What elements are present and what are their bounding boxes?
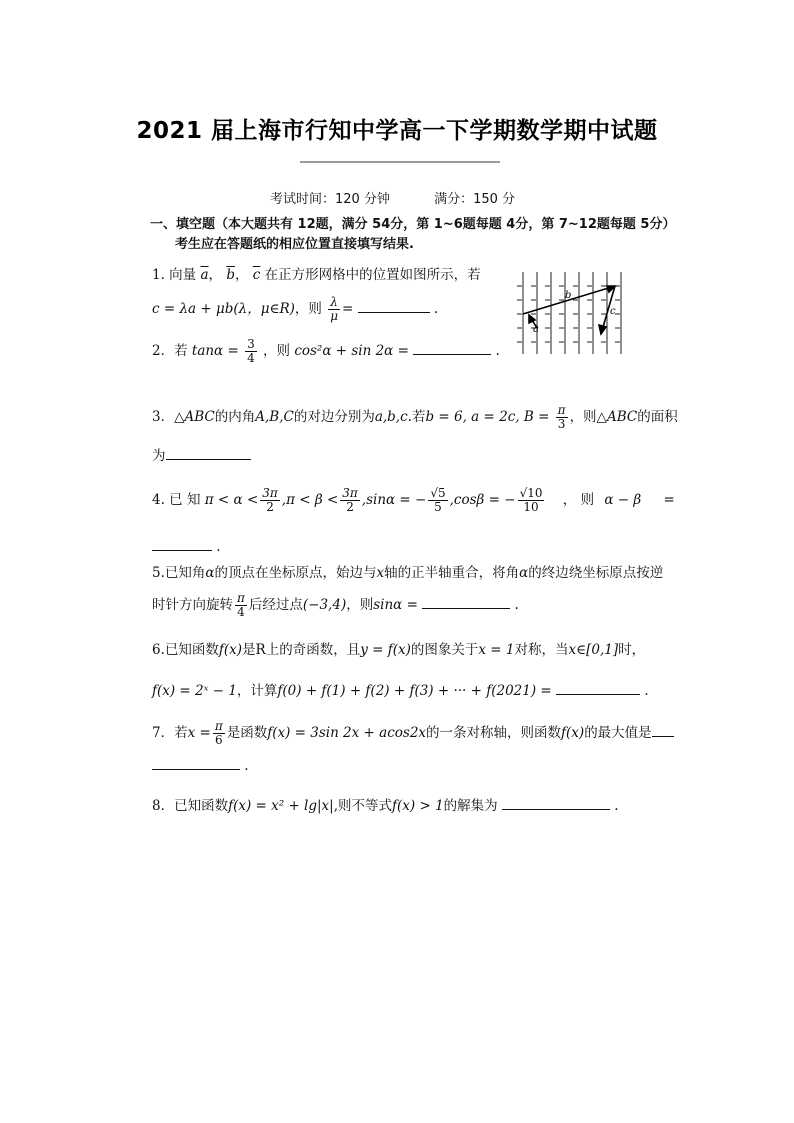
question-1-line-2: c = λa + μb(λ，μ∈R)，则 $\frac{\lambda}{\mu}$ = . — [152, 295, 439, 323]
question-4: 4. 已 知 π < α < $\frac{3\pi}{2}$ ,π < β < $\frac{3\pi}{2}$ ,sinα = − $\frac{√5}{5}$ ,cosβ = − $\frac{√10}{10}$ ， 则 α − β = — [152, 486, 675, 514]
label-b: b — [565, 290, 572, 301]
q3-fraction: $\frac{\pi}{3}$ — [557, 403, 566, 431]
section-instruction: 考生应在答题纸的相应位置直接填写结果. — [175, 237, 414, 252]
vector-a: $\overline{a}$ — [200, 267, 209, 283]
q1-relation: c = λa + μb(λ，μ∈R) — [152, 301, 295, 317]
exam-meta — [270, 188, 515, 207]
answer-blank-2[interactable] — [413, 342, 491, 355]
answer-blank-7a[interactable] — [652, 724, 674, 737]
answer-blank-6[interactable] — [556, 682, 640, 695]
question-1-line-1: 1. 向量 $\overline{a}$， $\overline{b}$， $\overline{c}$ 在正方形网格中的位置如图所示，若 — [152, 267, 481, 283]
vector-b: $\overline{b}$ — [226, 267, 235, 283]
exam-time: 考试时间：120 分钟 — [270, 192, 390, 207]
question-4-blank-line: . — [152, 538, 221, 555]
question-6-line-1: 6.已知函数f(x)是R上的奇函数，且y = f(x)的图象关于x = 1对称，当x∈[0,1]时， — [152, 642, 646, 658]
vector-c: $\overline{c}$ — [252, 267, 261, 283]
question-8: 8．已知函数f(x) = x² + lg|x|,则不等式f(x) > 1的解集为 . — [152, 798, 619, 814]
label-a: a — [533, 324, 539, 335]
question-2: 2．若 tanα = $\frac{3}{4}$ ，则 cos²α + sin 2α = . — [152, 337, 500, 365]
q2-fraction: $\frac{3}{4}$ — [247, 337, 255, 365]
vector-grid-figure — [515, 268, 630, 358]
exam-score: 满分：150 分 — [434, 192, 516, 207]
question-7-blank-line: . — [152, 757, 249, 774]
question-3-line-1: 3．△ABC的内角A,B,C的对边分别为a,b,c.若b = 6, a = 2c, B = $\frac{\pi}{3}$ ，则△ABC的面积 — [152, 403, 678, 431]
page-title: 2021 届上海市行知中学高一下学期数学期中试题 — [136, 118, 658, 144]
q1-fraction: $\frac{\lambda}{\mu}$ — [330, 295, 338, 323]
question-5-line-2: 时针方向旋转 $\frac{\pi}{4}$ 后经过点(−3,4)，则sinα = . — [152, 591, 519, 619]
question-7: 7．若x = $\frac{\pi}{6}$ 是函数f(x) = 3sin 2x + acos2x的一条对称轴，则函数f(x)的最大值是 — [152, 720, 674, 747]
label-c: c — [610, 306, 616, 317]
section-heading: 一、填空题（本大题共有 12题，满分 54分，第 1~6题每题 4分，第 7~12题每题 5分） — [150, 217, 676, 232]
answer-blank-8[interactable] — [502, 797, 610, 810]
answer-blank-5[interactable] — [422, 596, 510, 609]
question-3-line-2: 为 — [152, 444, 251, 464]
answer-blank-1[interactable] — [358, 300, 430, 313]
faded-subtitle-residue — [300, 153, 500, 165]
answer-blank-3[interactable] — [166, 447, 251, 460]
question-6-line-2: f(x) = 2ˣ − 1，计算f(0) + f(1) + f(2) + f(3) + ··· + f(2021) = . — [152, 683, 649, 699]
answer-blank-4[interactable] — [152, 538, 212, 551]
question-5-line-1: 5.已知角α的顶点在坐标原点，始边与x轴的正半轴重合，将角α的终边绕坐标原点按逆 — [152, 565, 664, 581]
answer-blank-7[interactable] — [152, 757, 240, 770]
